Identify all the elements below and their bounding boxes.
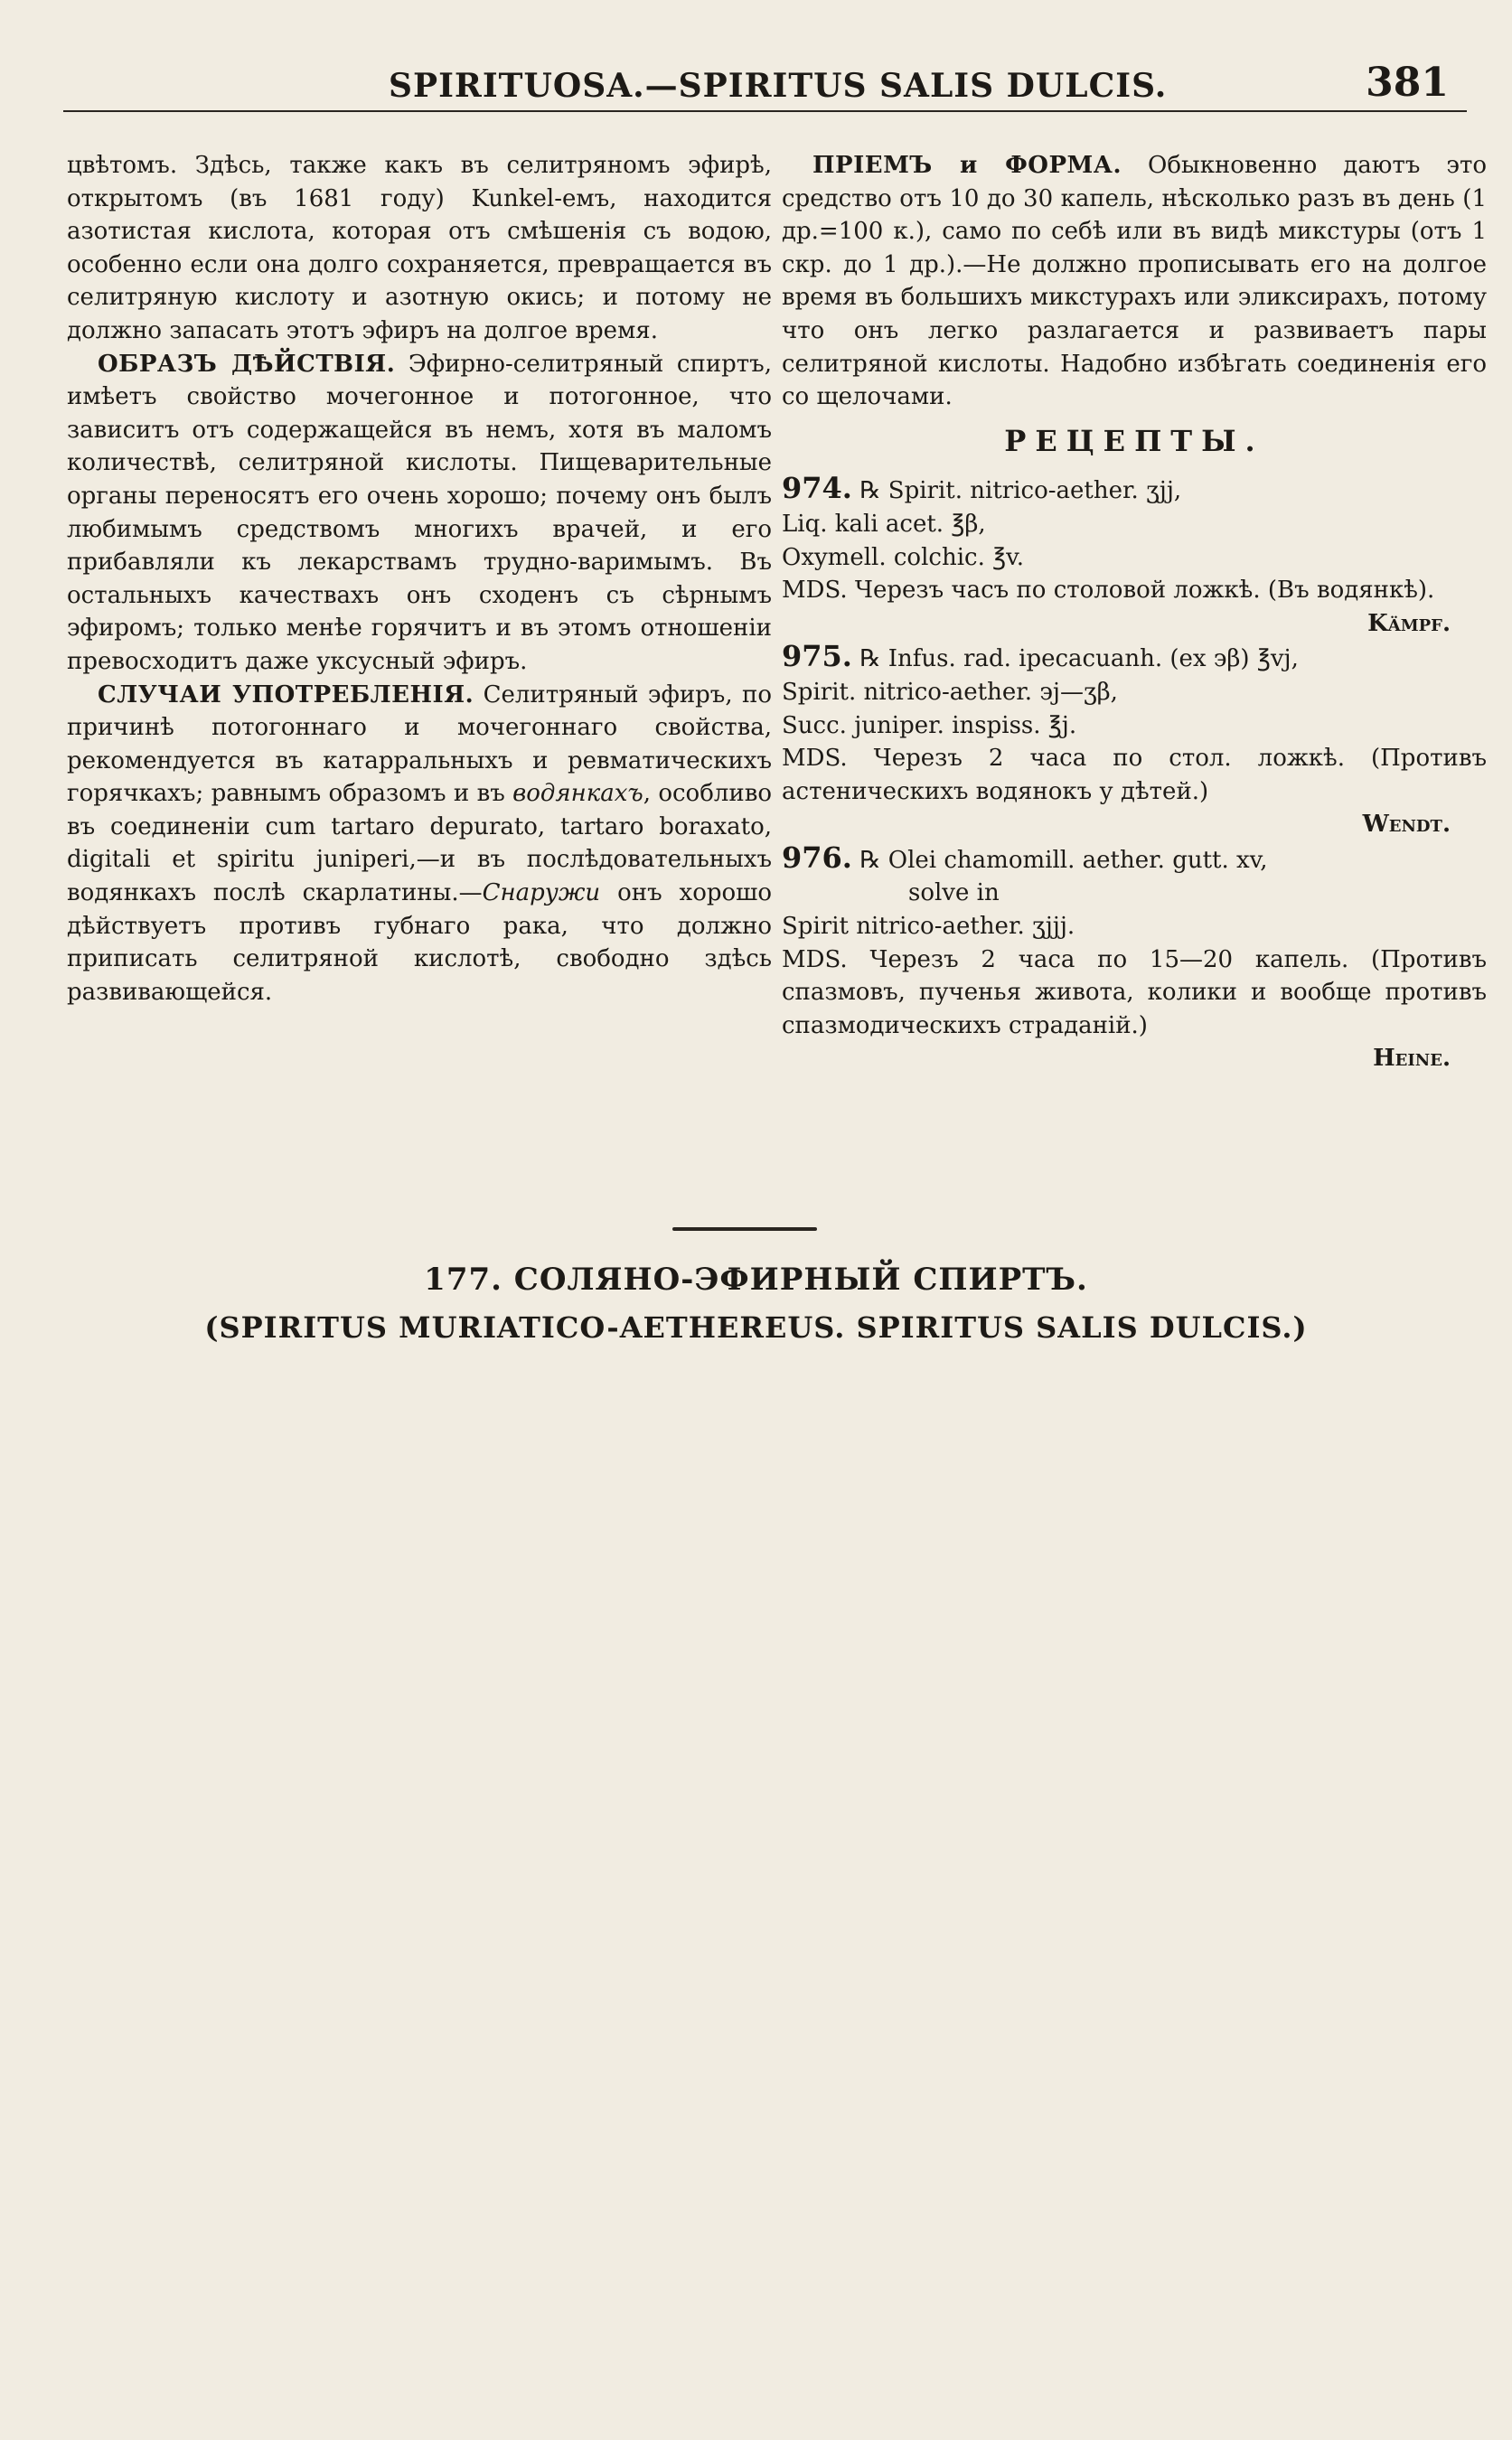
indications-italic-a: водянкахъ bbox=[512, 780, 643, 808]
recipe-975-author: Wendt. bbox=[1362, 811, 1451, 839]
section-title: 177. СОЛЯНО-ЭФИРНЫЙ СПИРТЪ. bbox=[424, 1262, 1088, 1298]
nitre-ether-continuation: цвѣтомъ. Здѣсь, также какъ въ селитряномъ эфирѣ, открытомъ (въ 1681 году) Kunkel-емъ, находится азотистая кислота, которая отъ смѣшенія съ водою, особенно если она долго сохраняется, превращается въ селитряную кислоту и азотную окись; и потому не должно запасать этотъ эфиръ на долгое время. bbox=[67, 152, 772, 344]
recipe-974 bbox=[782, 472, 1487, 640]
indications-heading: СЛУЧАИ УПОТРЕБЛЕНІЯ. bbox=[98, 680, 474, 709]
recipe-974-ingredient-3: Oxymell. colchic. ℥v. bbox=[782, 543, 1024, 571]
recipe-976-ingredient-3: Spirit nitrico-aether. ʒjjj. bbox=[782, 913, 1075, 941]
section-divider bbox=[0, 1225, 1512, 1234]
left-column bbox=[67, 149, 772, 1009]
mode-of-action-paragraph bbox=[67, 348, 772, 679]
mode-of-action-text: Эфирно-селитряный спиртъ, имѣетъ свойство мочегонное и потогонное, что зависитъ отъ содержащейся въ немъ, хотя въ маломъ количествѣ, селитряной кислоты. Пищеварительные органы переносятъ его очень хорошо; почему онъ былъ любимымъ средствомъ многихъ врачей, и его прибавляли къ лекарствамъ трудно-варимымъ. Въ остальныхъ качествахъ онъ сходенъ съ сѣрнымъ эфиромъ; только менѣе горячитъ и въ этомъ отношеніи превосходитъ даже уксусный эфиръ. bbox=[67, 350, 772, 675]
indications-text-a: Селитряный эфиръ, по причинѣ потогоннаго и мочегоннаго свойства, рекомендуется въ катарральныхъ и ревматическихъ горячкахъ; равнымъ образомъ и въ bbox=[67, 680, 772, 808]
recipe-976-author: Heine. bbox=[1373, 1045, 1451, 1073]
indications-text-b: , особливо въ соединеніи cum tartaro depurato, tartaro boraxato, digitali et spiritu juniperi,—и въ послѣдовательныхъ водянкахъ послѣ скарлатины.— bbox=[67, 780, 773, 907]
recipe-974-line-1 bbox=[782, 472, 1487, 508]
recipe-975-line-1 bbox=[782, 640, 1487, 676]
recipe-975-ingredient-1: ℞ Infus. rad. ipecacuanh. (ex ϶β) ℥vj, bbox=[859, 645, 1299, 673]
section-divider-rule bbox=[672, 1227, 817, 1231]
recipes-title: РЕЦЕПТЫ. bbox=[1004, 423, 1264, 458]
recipe-976-ingredient-2: solve in bbox=[908, 879, 1000, 907]
indications-paragraph bbox=[67, 679, 772, 1009]
recipe-974-instructions: MDS. Черезъ часъ по столовой ложкѣ. (Въ водянкѣ). bbox=[782, 577, 1435, 605]
running-title: SPIRITUOSA.—SPIRITUS SALIS DULCIS. bbox=[389, 67, 1168, 105]
dosage-text: Обыкновенно даютъ это средство отъ 10 до 30 капель, нѣсколько разъ въ день (1 др.=100 к.), само по себѣ или въ видѣ микстуры (отъ 1 скр. до 1 др.).—Не должно прописывать его на долгое время въ большихъ микстурахъ или эликсирахъ, потому что онъ легко разлагается и развиваетъ пары селитряной кислоты. Надобно избѣгать соединенія его со щелочами. bbox=[782, 152, 1487, 411]
recipe-974-ingredient-2: Liq. kali acet. ℥β, bbox=[782, 510, 986, 538]
recipe-976-ingredient-1: ℞ Olei chamomill. aether. gutt. xv, bbox=[859, 846, 1268, 874]
recipe-975 bbox=[782, 640, 1487, 841]
recipe-975-ingredient-2: Spirit. nitrico-aether. ϶j—ʒβ, bbox=[782, 678, 1118, 706]
indications-text-c: онъ хорошо дѣйствуетъ противъ губнаго рака, что должно приписать селитряной кислотѣ, свободно здѣсь развивающейся. bbox=[67, 879, 772, 1006]
indications-italic-b: Снаружи bbox=[482, 879, 601, 907]
recipe-974-author: Kämpf. bbox=[1367, 609, 1451, 637]
page-header bbox=[63, 56, 1467, 112]
mode-of-action-heading: ОБРАЗЪ ДѢЙСТВІЯ. bbox=[98, 350, 396, 378]
recipe-976-number: 976. bbox=[782, 840, 852, 875]
recipe-974-number: 974. bbox=[782, 471, 852, 506]
recipe-976-line-1 bbox=[782, 841, 1487, 877]
dosage-heading: ПРІЕМЪ и ФОРМА. bbox=[812, 152, 1122, 179]
recipe-975-number: 975. bbox=[782, 639, 852, 674]
page-number: 381 bbox=[1366, 60, 1449, 106]
recipe-976 bbox=[782, 841, 1487, 1075]
recipe-974-ingredient-1: ℞ Spirit. nitrico-aether. ʒjj, bbox=[859, 477, 1182, 505]
right-column bbox=[782, 149, 1487, 1075]
recipe-976-instructions: MDS. Черезъ 2 часа по 15—20 капель. (Противъ спазмовъ, пученья живота, колики и вообще противъ спазмодическихъ страданій.) bbox=[782, 945, 1487, 1039]
recipe-975-instructions: MDS. Черезъ 2 часа по стол. ложкѣ. (Противъ астеническихъ водянокъ у дѣтей.) bbox=[782, 745, 1487, 805]
recipe-975-ingredient-3: Succ. juniper. inspiss. ℥j. bbox=[782, 711, 1077, 739]
section-subtitle: (SPIRITUS MURIATICO-AETHEREUS. SPIRITUS SALIS DULCIS.) bbox=[204, 1310, 1308, 1345]
dosage-paragraph bbox=[782, 149, 1487, 414]
